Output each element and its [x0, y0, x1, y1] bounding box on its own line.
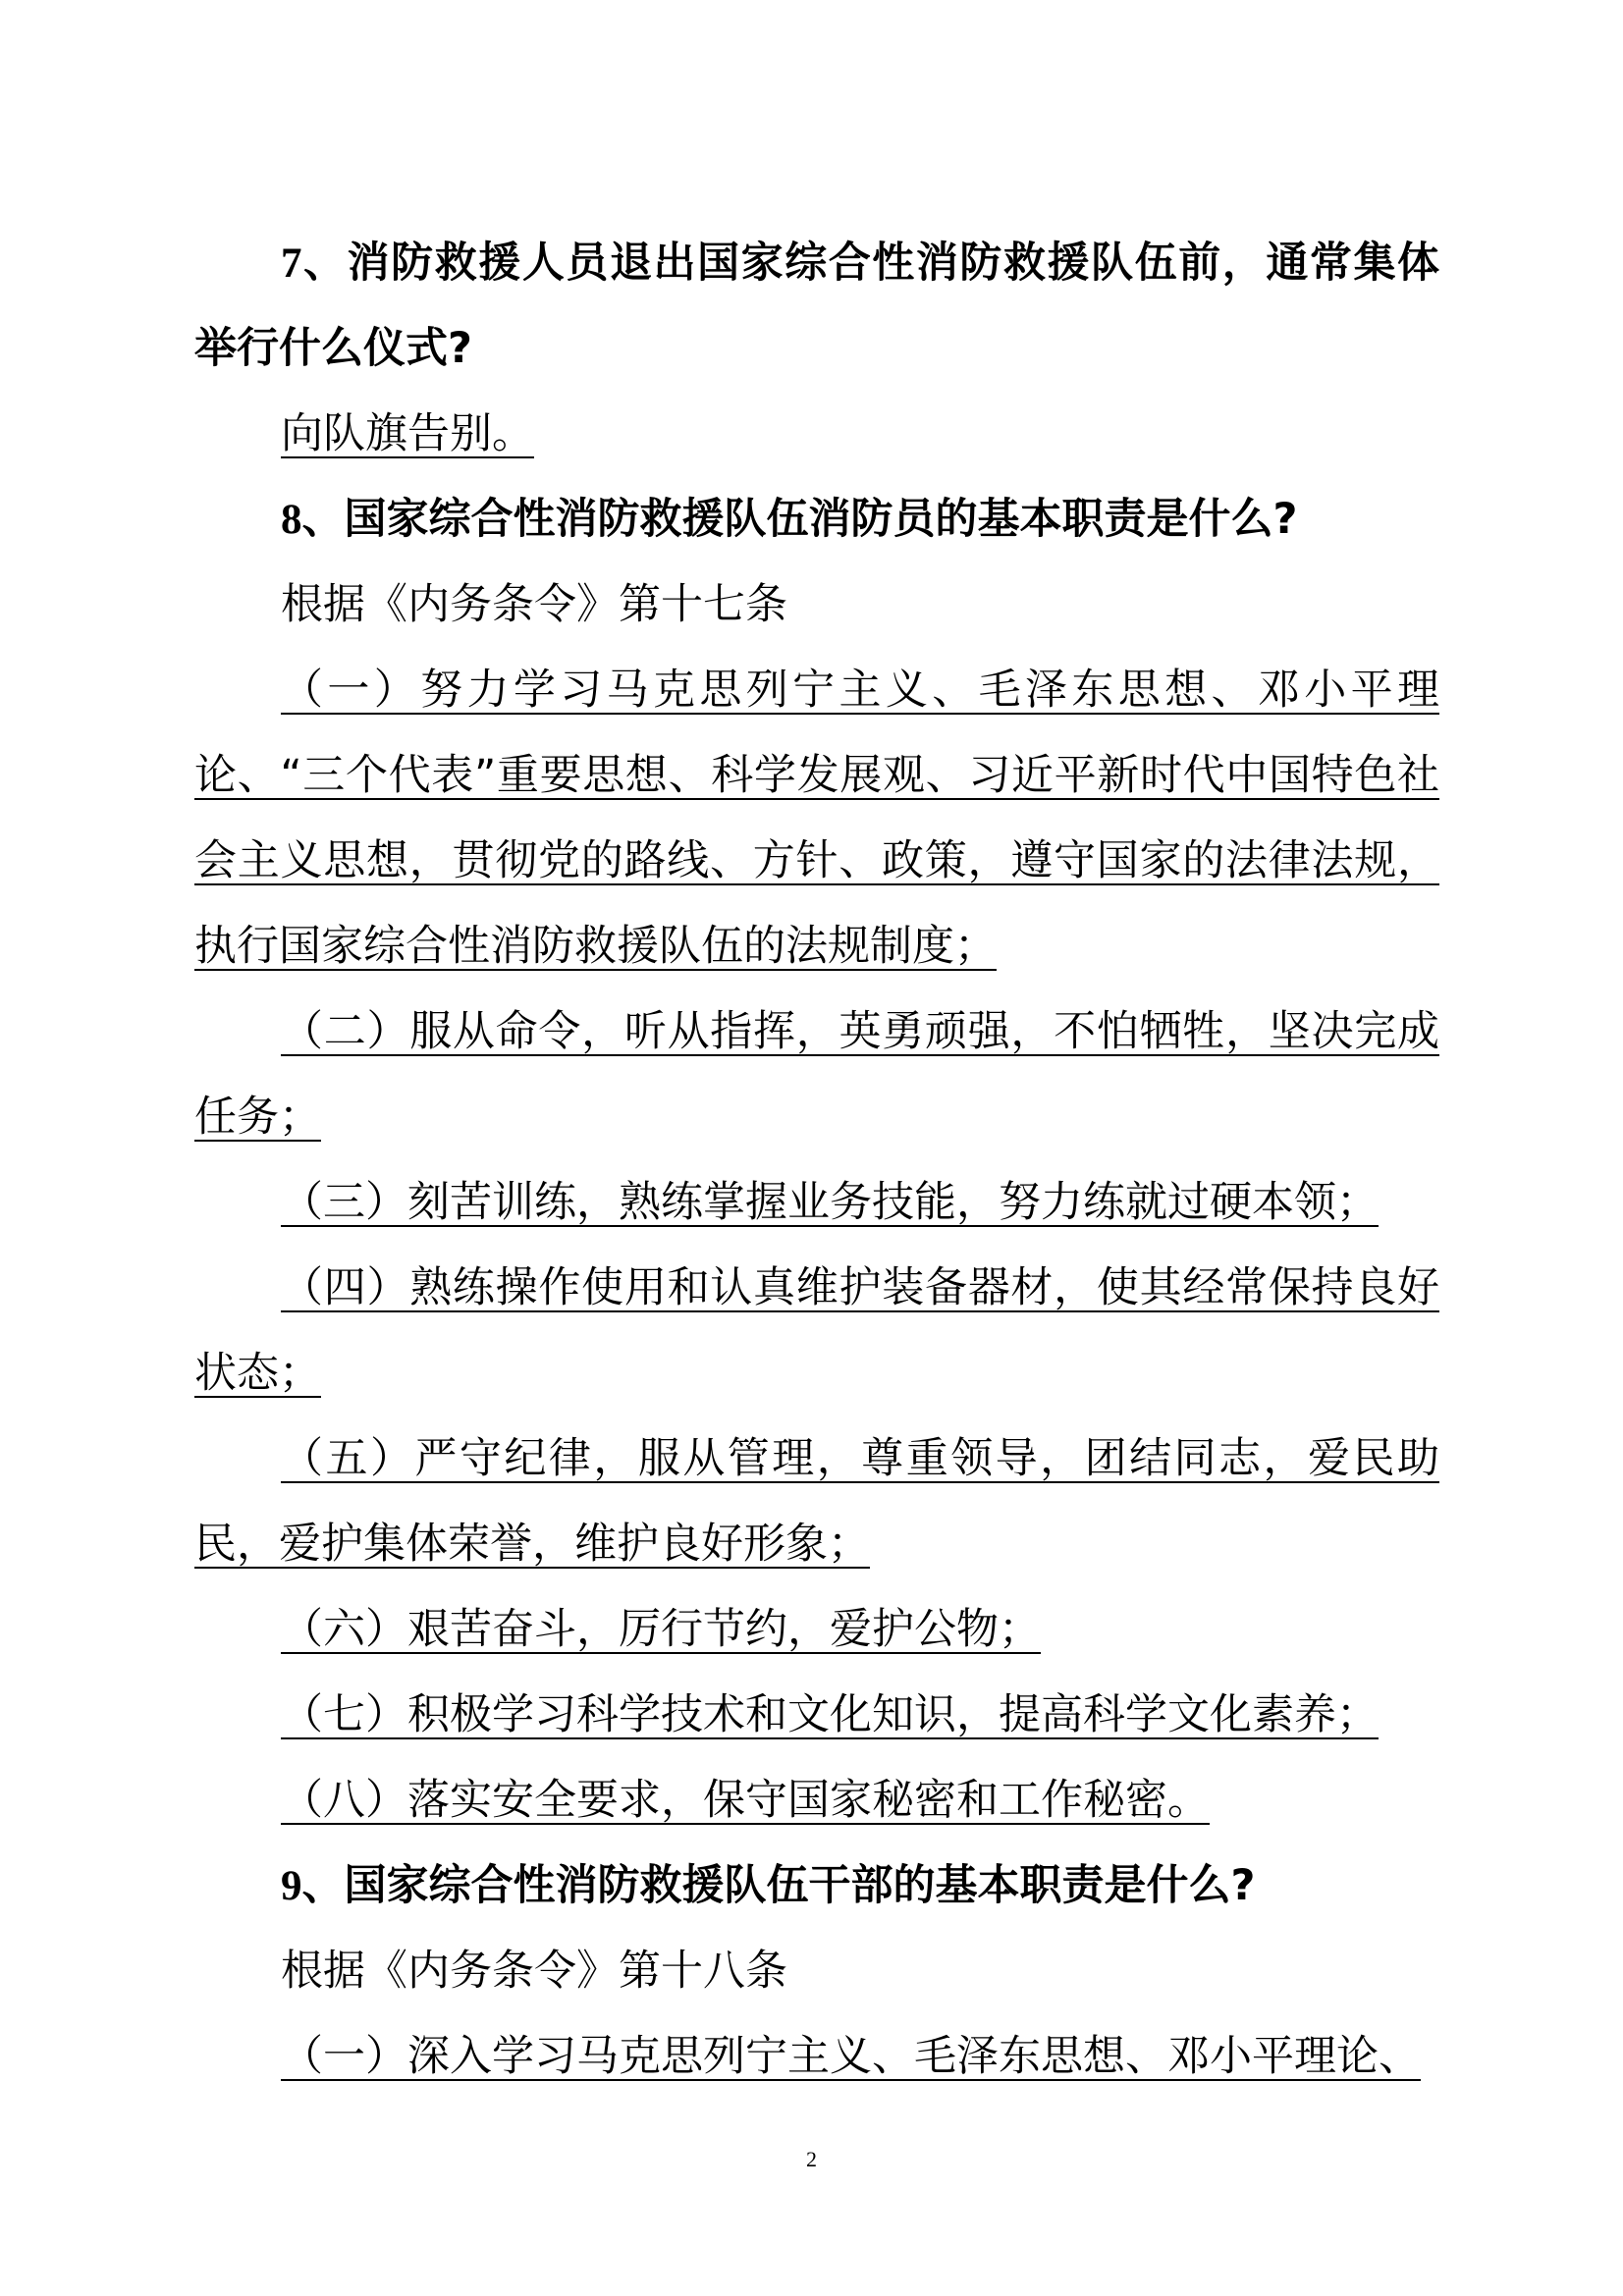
answer-text: （五）严守纪律，服从管理，尊重领导，团结同志，爱民助民，爱护集体荣誉，维护良好形象； [194, 1434, 1439, 1569]
answer-text: （二）服从命令，听从指挥，英勇顽强，不怕牺牲，坚决完成任务； [194, 1007, 1439, 1142]
question-number: 9 [281, 1863, 302, 1909]
answer-text: 向队旗告别。 [281, 409, 534, 458]
duty-item-5 [194, 1416, 1439, 1587]
answer-text: （一）深入学习马克思列宁主义、毛泽东思想、邓小平理论、 [281, 2032, 1421, 2081]
answer-text: （四）熟练操作使用和认真维护装备器材，使其经常保持良好状态； [194, 1263, 1439, 1398]
duty-item-3 [194, 1160, 1439, 1246]
cadre-duty-item-1 [194, 2014, 1439, 2100]
duty-item-1 [194, 648, 1439, 989]
answer-text: （七）积极学习科学技术和文化知识，提高科学文化素养； [281, 1690, 1379, 1739]
question-8 [194, 477, 1439, 562]
page-number: 2 [806, 2147, 817, 2171]
question-text: 、国家综合性消防救援队伍消防员的基本职责是什么? [301, 495, 1298, 544]
question-text: 、国家综合性消防救援队伍干部的基本职责是什么? [301, 1861, 1256, 1910]
reference-line: 根据《内务条令》第十七条 [281, 580, 787, 629]
answer-text: （三）刻苦训练，熟练掌握业务技能，努力练就过硬本领； [281, 1178, 1379, 1227]
answer-text: （八）落实安全要求，保守国家秘密和工作秘密。 [281, 1776, 1210, 1825]
question-text: 、消防救援人员退出国家综合性消防救援队伍前，通常集体举行什么仪式? [194, 239, 1439, 373]
question-number: 8 [281, 497, 302, 543]
question-number: 7 [281, 240, 302, 287]
reference-line: 根据《内务条令》第十八条 [281, 1947, 787, 1996]
duty-item-2 [194, 989, 1439, 1160]
duty-item-6 [194, 1587, 1439, 1673]
duty-item-8 [194, 1758, 1439, 1843]
answer-text: （一）努力学习马克思列宁主义、毛泽东思想、邓小平理论、“三个代表”重要思想、科学发展观、习近平新时代中国特色社会主义思想，贯彻党的路线、方针、政策，遵守国家的法律法规，执行国家综合性消防救援队伍的法规制度； [194, 666, 1439, 971]
document-body [194, 221, 1439, 2100]
question-7 [194, 221, 1439, 392]
answer-7 [194, 392, 1439, 477]
duty-item-7 [194, 1673, 1439, 1758]
answer-text: （六）艰苦奋斗，厉行节约，爱护公物； [281, 1605, 1041, 1654]
question-9 [194, 1843, 1439, 1929]
duty-item-4 [194, 1246, 1439, 1416]
